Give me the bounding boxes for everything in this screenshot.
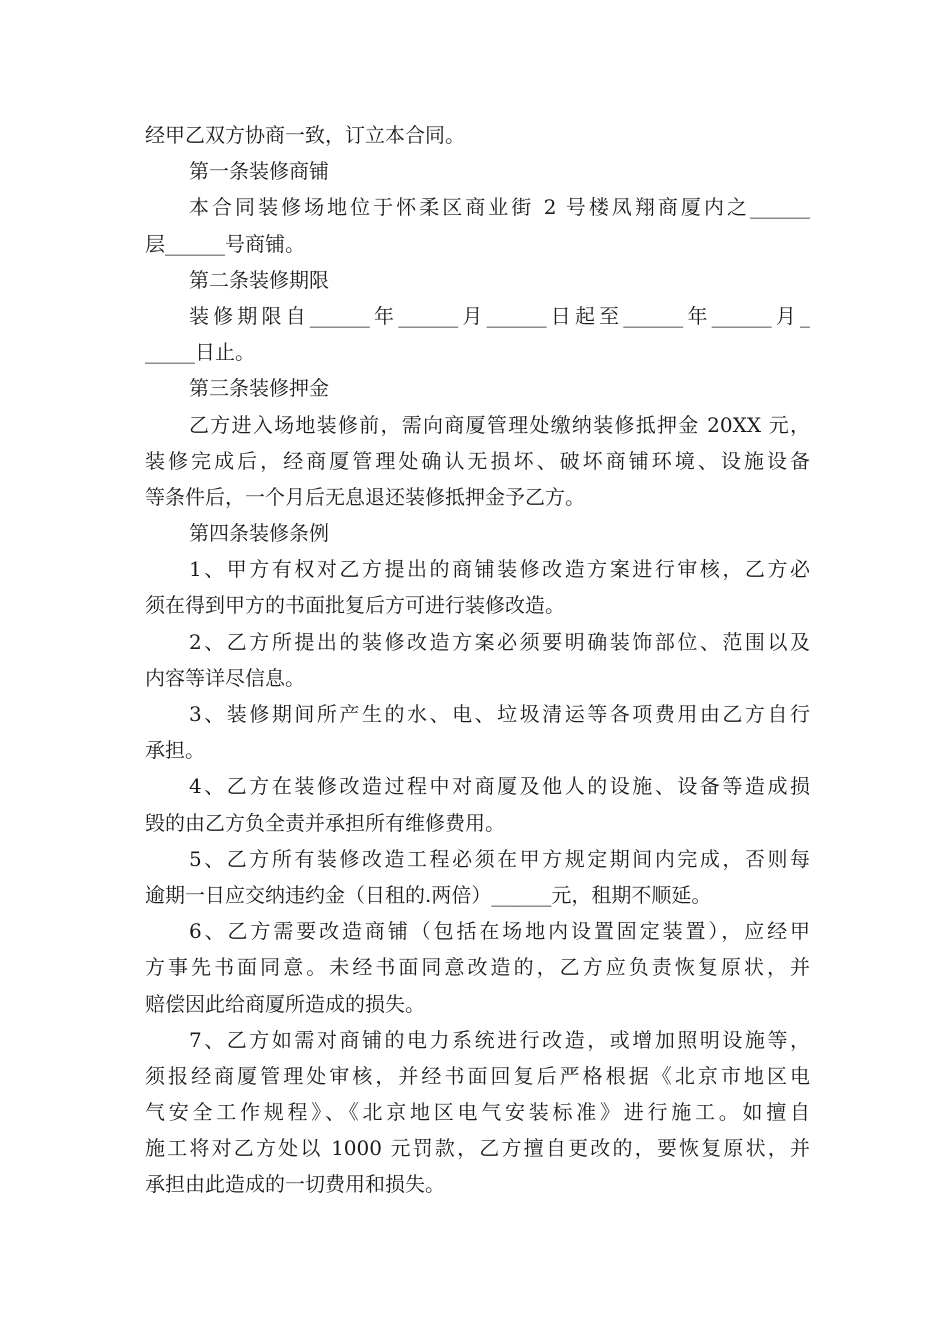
text-line: 乙方进入场地装修前，需向商厦管理处缴纳装修抵押金 20XX 元， [189, 412, 810, 437]
text-line: 层______号商铺。 [145, 231, 305, 256]
text-line: 5、乙方所有装修改造工程必须在甲方规定期间内完成，否则每 [189, 846, 810, 871]
text-line: 3、装修期间所产生的水、电、垃圾清运等各项费用由乙方自行 [189, 702, 810, 726]
text-line: 毁的由乙方负全责并承担所有维修费用。 [145, 810, 505, 835]
text-line: 装修完成后，经商厦管理处确认无损坏、破坏商铺环境、设施设备 [145, 448, 810, 473]
text-line: 6、乙方需要改造商铺（包括在场地内设置固定装置），应经甲 [189, 919, 810, 944]
text-line: 等条件后，一个月后无息退还装修抵押金予乙方。 [145, 484, 585, 509]
article-4-heading: 第四条装修条例 [189, 521, 329, 546]
text-line: 须在得到甲方的书面批复后方可进行装修改造。 [145, 593, 565, 618]
text-line: 1、甲方有权对乙方提出的商铺装修改造方案进行审核，乙方必 [189, 557, 810, 582]
text-line: 装修期限自______年______月______日起至______年______月_ [189, 303, 810, 328]
text-line: 赔偿因此给商厦所造成的损失。 [145, 991, 425, 1016]
article-3-heading: 第三条装修押金 [189, 376, 329, 401]
text-line: 施工将对乙方处以 1000 元罚款，乙方擅自更改的，要恢复原状，并 [145, 1136, 810, 1161]
text-line: 承担由此造成的一切费用和损失。 [145, 1172, 445, 1197]
document-body [145, 117, 810, 1203]
text-line: _____日止。 [145, 340, 255, 365]
text-line: 方事先书面同意。未经书面同意改造的，乙方应负责恢复原状，并 [145, 955, 810, 980]
text-line: 内容等详尽信息。 [145, 665, 305, 690]
text-line: 7、乙方如需对商铺的电力系统进行改造，或增加照明设施等， [189, 1027, 810, 1052]
article-1-heading: 第一条装修商铺 [189, 159, 329, 184]
text-line: 2、乙方所提出的装修改造方案必须要明确装饰部位、范围以及 [189, 629, 810, 654]
text-line: 本合同装修场地位于怀柔区商业街 2 号楼凤翔商厦内之______ [189, 195, 810, 220]
text-line: 4、乙方在装修改造过程中对商厦及他人的设施、设备等造成损 [189, 774, 810, 799]
article-2-heading: 第二条装修期限 [189, 267, 329, 292]
text-line: 逾期一日应交纳违约金（日租的.两倍）______元，租期不顺延。 [145, 882, 712, 907]
text-line: 经甲乙双方协商一致，订立本合同。 [145, 123, 465, 147]
text-line: 须报经商厦管理处审核，并经书面回复后严格根据《北京市地区电 [145, 1063, 810, 1088]
text-line: 承担。 [145, 738, 205, 763]
text-line: 气安全工作规程》、《北京地区电气安装标准》进行施工。如擅自 [145, 1100, 810, 1125]
